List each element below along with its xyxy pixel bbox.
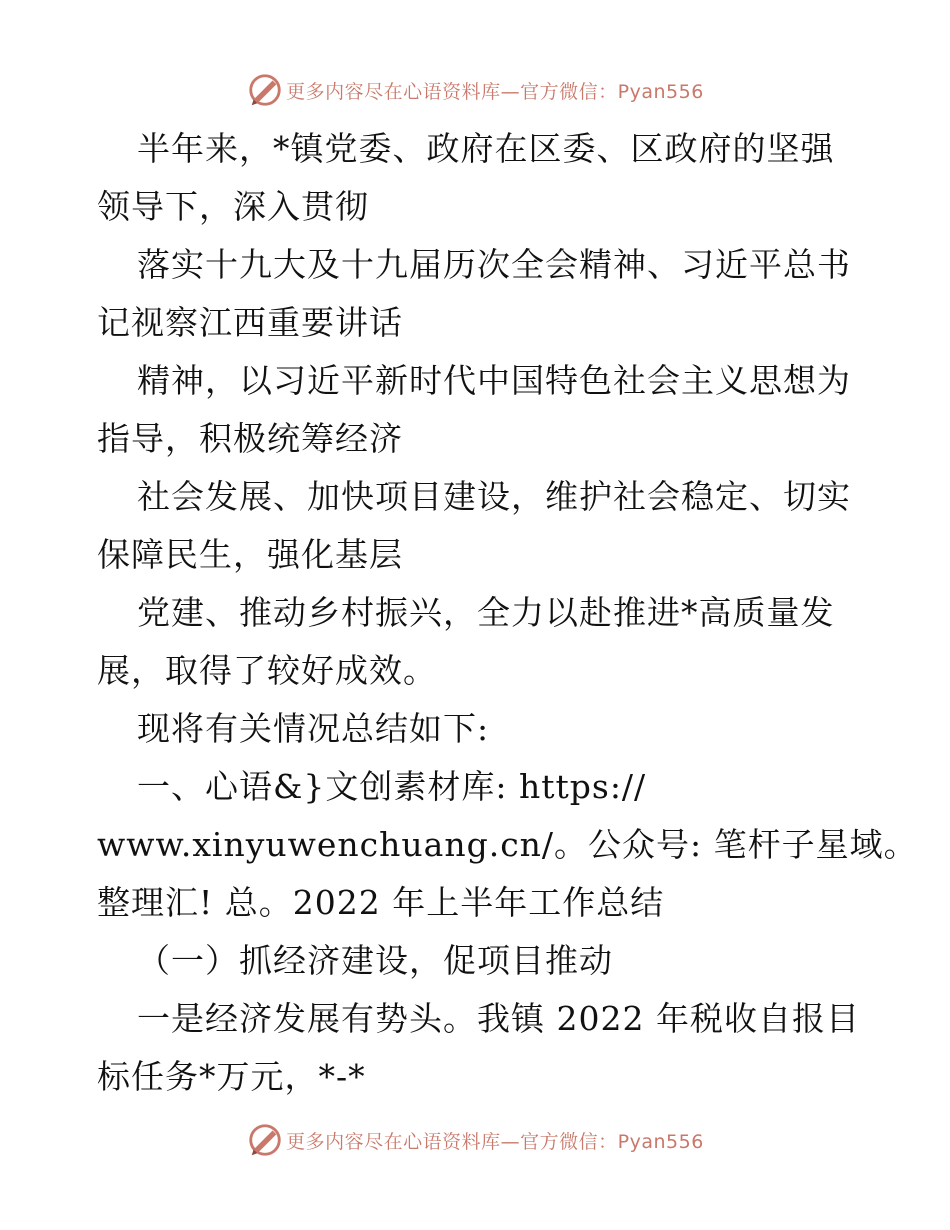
doc-line-17: 标任务*万元，*-* xyxy=(97,1057,366,1096)
header-banner-text: 更多内容尽在心语资料库—官方微信：Pyan556 xyxy=(286,80,704,103)
header-banner xyxy=(0,70,950,110)
pen-logo-icon xyxy=(246,1121,284,1159)
doc-line-5: 精神，以习近平新时代中国特色社会主义思想为 xyxy=(137,361,851,400)
doc-line-6: 指导，积极统筹经济 xyxy=(97,419,403,458)
doc-line-13: www.xinyuwenchuang.cn/。公众号: 笔杆子星域。 xyxy=(97,825,918,864)
doc-line-3: 落实十九大及十九届历次全会精神、习近平总书 xyxy=(137,245,851,284)
doc-line-11: 现将有关情况总结如下: xyxy=(137,709,490,748)
doc-line-16: 一是经济发展有势头。我镇 2022 年税收自报目 xyxy=(137,999,860,1038)
doc-line-4: 记视察江西重要讲话 xyxy=(97,303,403,342)
footer-banner xyxy=(0,1120,950,1160)
document-body xyxy=(97,120,918,1106)
doc-line-7: 社会发展、加快项目建设，维护社会稳定、切实 xyxy=(137,477,851,516)
doc-line-12: 一、心语&}文创素材库: https:// xyxy=(137,767,647,806)
doc-line-8: 保障民生，强化基层 xyxy=(97,535,403,574)
doc-line-1: 半年来，*镇党委、政府在区委、区政府的坚强 xyxy=(137,129,835,168)
footer-banner-text: 更多内容尽在心语资料库—官方微信：Pyan556 xyxy=(286,1130,704,1153)
doc-line-9: 党建、推动乡村振兴，全力以赴推进*高质量发 xyxy=(137,593,835,632)
doc-line-2: 领导下，深入贯彻 xyxy=(97,187,369,226)
doc-line-10: 展，取得了较好成效。 xyxy=(97,651,437,690)
doc-line-15: （一）抓经济建设，促项目推动 xyxy=(137,941,613,980)
pen-logo-icon xyxy=(246,71,284,109)
doc-line-14: 整理汇! 总。2022 年上半年工作总结 xyxy=(97,883,665,922)
